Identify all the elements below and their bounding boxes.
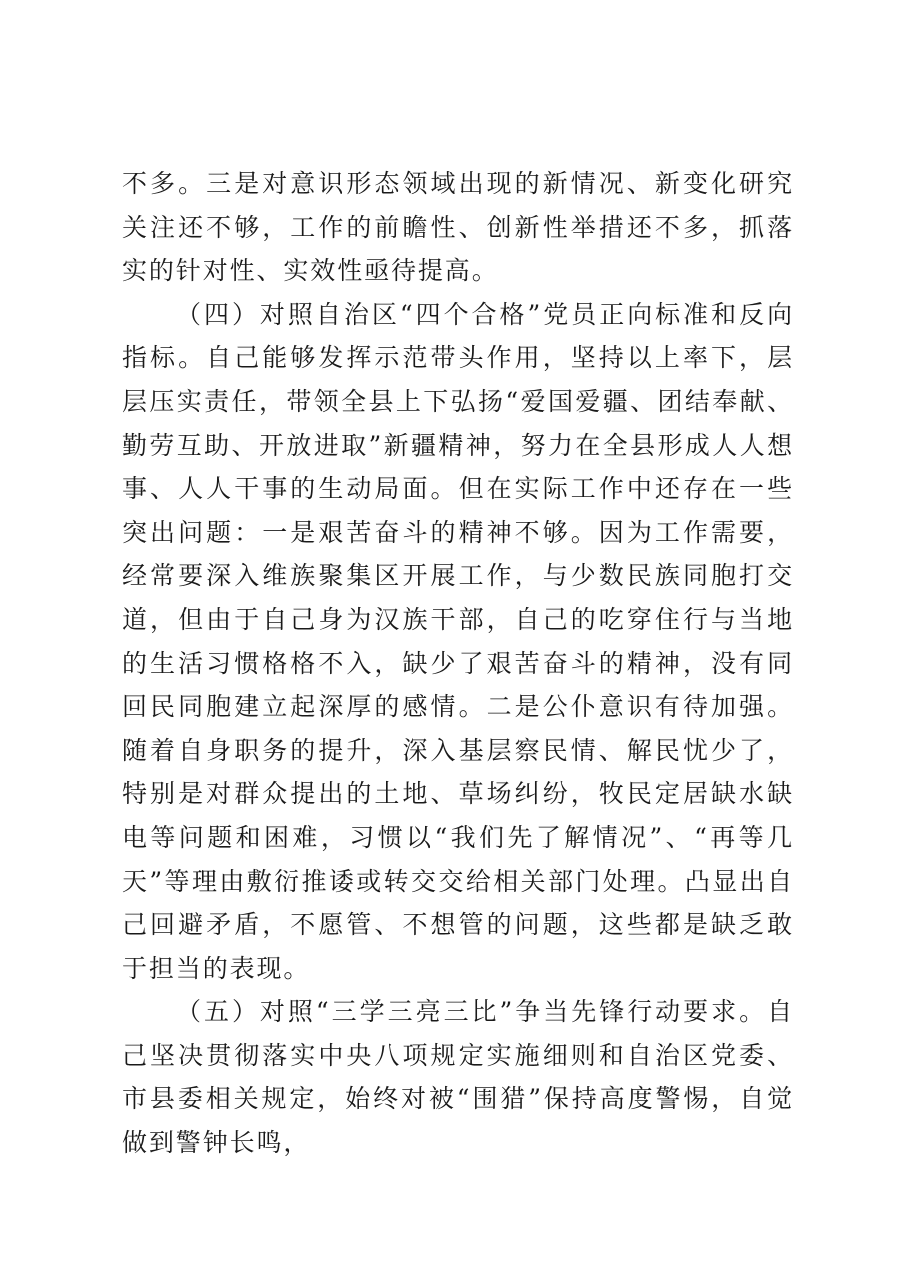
paragraph-continuation: 不多。三是对意识形态领域出现的新情况、新变化研究关注还不够，工作的前瞻性、创新性举措还不多，抓落实的针对性、实效性亟待提高。 <box>122 169 794 286</box>
document-body <box>122 162 794 1165</box>
paragraph-section-four: （四）对照自治区“四个合格”党员正向标准和反向指标。自己能够发挥示范带头作用，坚持以上率下，层层压实责任，带领全县上下弘扬“爱国爱疆、团结奉献、勤劳互助、开放进取”新疆精神，努力在全县形成人人想事、人人干事的生动局面。但在实际工作中还存在一些突出问题：一是艰苦奋斗的精神不够。因为工作需要，经常要深入维族聚集区开展工作，与少数民族同胞打交道，但由于自己身为汉族干部，自己的吃穿住行与当地的生活习惯格格不入，缺少了艰苦奋斗的精神，没有同回民同胞建立起深厚的感情。二是公仆意识有待加强。随着自身职务的提升，深入基层察民情、解民忧少了，特别是对群众提出的土地、草场纠纷，牧民定居缺水缺电等问题和困难，习惯以“我们先了解情况”、“再等几天”等理由敷衍推诿或转交交给相关部门处理。凸显出自己回避矛盾，不愿管、不想管的问题，这些都是缺乏敢于担当的表现。 <box>122 299 794 983</box>
paragraph-section-five: （五）对照“三学三亮三比”争当先锋行动要求。自己坚决贯彻落实中央八项规定实施细则和自治区党委、市县委相关规定，始终对被“围猎”保持高度警惕，自觉做到警钟长鸣， <box>122 997 794 1158</box>
